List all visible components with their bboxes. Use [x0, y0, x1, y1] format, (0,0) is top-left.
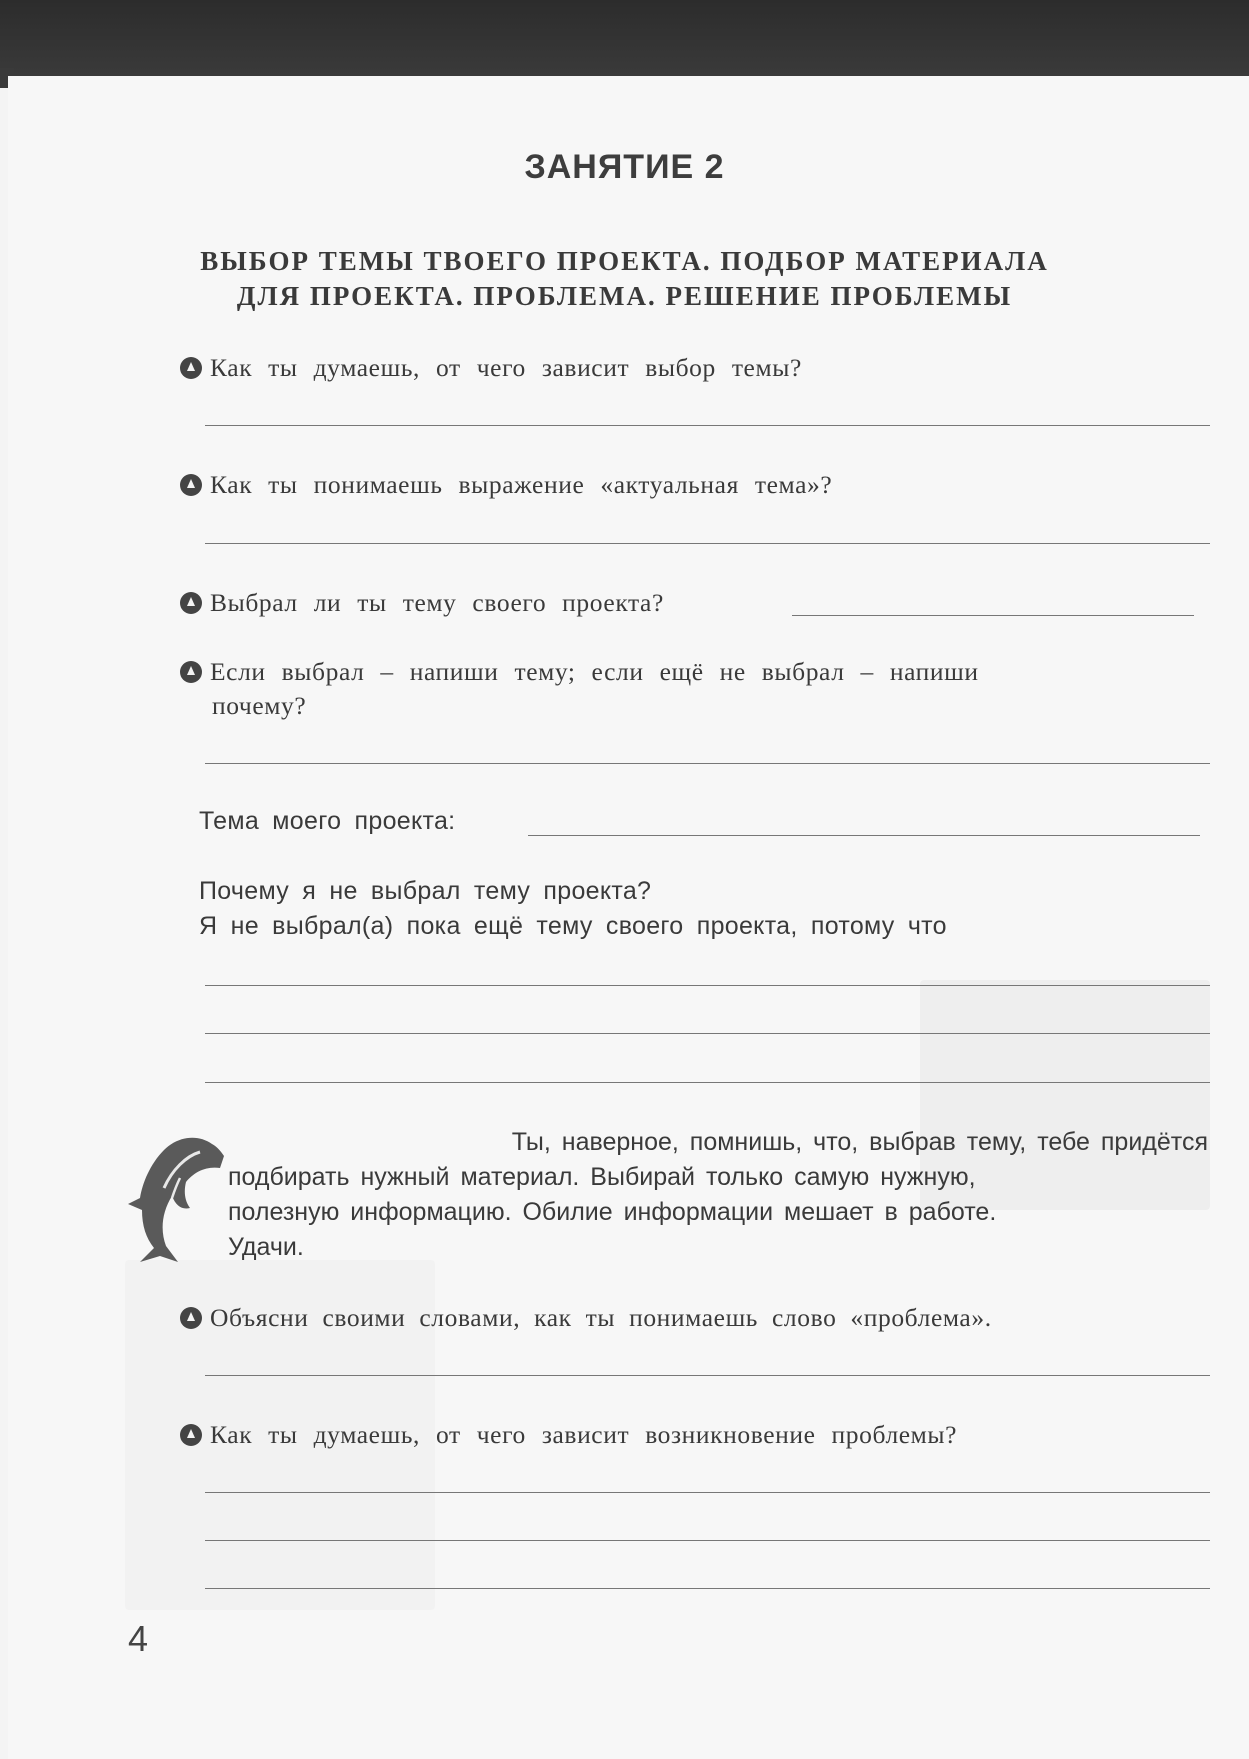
question-5-text: Объясни своими словами, как ты понимаешь слово «проблема».: [210, 1303, 992, 1332]
answer-line-q3[interactable]: [792, 615, 1194, 616]
answer-line-q6-3[interactable]: [205, 1588, 1210, 1589]
lesson-title: ЗАНЯТИЕ 2: [524, 148, 725, 186]
answer-line-q5[interactable]: [205, 1375, 1210, 1376]
lesson-subtitle-line-2: ДЛЯ ПРОЕКТА. ПРОБЛЕМА. РЕШЕНИЕ ПРОБЛЕМЫ: [236, 281, 1013, 311]
question-1-text: Как ты думаешь, от чего зависит выбор темы?: [210, 353, 802, 382]
answer-line-reason-3[interactable]: [205, 1082, 1210, 1083]
task-bullet-icon: [180, 1424, 202, 1446]
question-5: [180, 1300, 1210, 1336]
answer-line-q6-1[interactable]: [205, 1492, 1210, 1493]
question-4: [180, 654, 1210, 690]
task-bullet-icon: [180, 1307, 202, 1329]
answer-line-q1[interactable]: [205, 425, 1210, 426]
question-4-text-line-2: почему?: [212, 691, 307, 720]
question-4-text-line-1: Если выбрал – напиши тему; если ещё не выбрал – напиши: [210, 657, 979, 686]
why-not-chosen-heading: Почему я не выбрал тему проекта?: [199, 877, 652, 905]
question-3-text: Выбрал ли ты тему своего проекта?: [210, 588, 664, 617]
task-bullet-icon: [180, 474, 202, 496]
task-bullet-icon: [180, 592, 202, 614]
task-bullet-icon: [180, 661, 202, 683]
lesson-subtitle-line-1: ВЫБОР ТЕМЫ ТВОЕГО ПРОЕКТА. ПОДБОР МАТЕРИАЛА: [200, 246, 1049, 276]
dolphin-icon: [120, 1126, 230, 1266]
question-1: [180, 350, 1210, 386]
question-2-text: Как ты понимаешь выражение «актуальная тема»?: [210, 470, 833, 499]
topic-answer-line[interactable]: [528, 835, 1200, 836]
why-not-chosen-sentence: Я не выбрал(а) пока ещё тему своего проекта, потому что: [199, 912, 947, 940]
question-4-continuation: [212, 688, 1242, 724]
note-line-2: подбирать нужный материал. Выбирай только самую нужную,: [228, 1163, 976, 1191]
scan-top-band: [0, 0, 1249, 76]
note-line-4: Удачи.: [228, 1233, 304, 1261]
note-line-1: Ты, наверное, помнишь, что, выбрав тему, тебе придётся: [511, 1128, 1208, 1156]
task-bullet-icon: [180, 357, 202, 379]
page-number: 4: [128, 1618, 149, 1659]
answer-line-q4[interactable]: [205, 763, 1210, 764]
topic-label: Тема моего проекта:: [199, 807, 456, 835]
answer-line-reason-1[interactable]: [205, 985, 1210, 986]
answer-line-reason-2[interactable]: [205, 1033, 1210, 1034]
question-6: [180, 1417, 1210, 1453]
note-line-3: полезную информацию. Обилие информации мешает в работе.: [228, 1198, 997, 1226]
answer-line-q6-2[interactable]: [205, 1540, 1210, 1541]
answer-line-q2[interactable]: [205, 543, 1210, 544]
question-2: [180, 467, 1210, 503]
question-6-text: Как ты думаешь, от чего зависит возникновение проблемы?: [210, 1420, 958, 1449]
